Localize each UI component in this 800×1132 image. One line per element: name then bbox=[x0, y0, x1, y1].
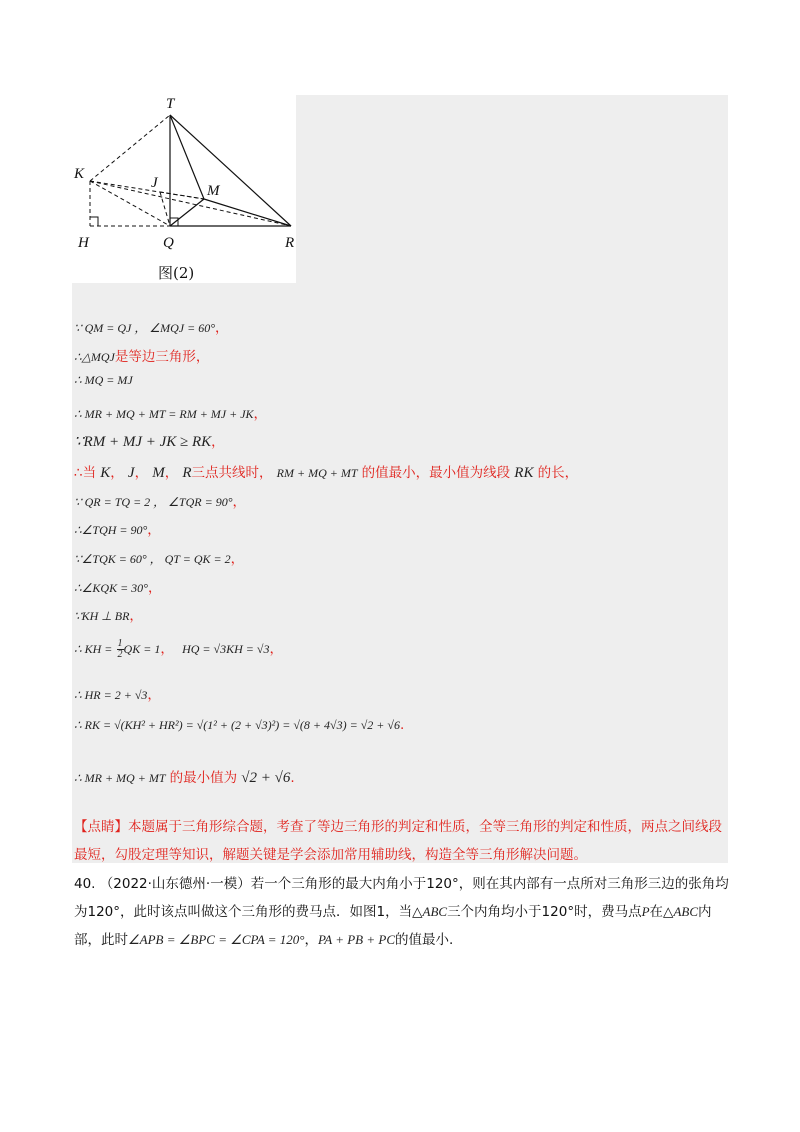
solution-line-2 bbox=[74, 345, 209, 365]
dash-KQ bbox=[90, 181, 170, 226]
punct: ， bbox=[147, 687, 161, 703]
text: 内部，此时 bbox=[74, 904, 712, 948]
solution-line-8 bbox=[74, 518, 161, 538]
solution-line-3 bbox=[74, 373, 133, 388]
math: ∴ MR + MQ + MT bbox=[74, 771, 166, 785]
math: ∴△MQJ bbox=[74, 350, 115, 364]
key-point-note: 【点睛】本题属于三角形综合题，考查了等边三角形的判定和性质，全等三角形的判定和性质，两点之间线段最短，勾股定理等知识，解题关键是学会添加常用辅助线，构造全等三角形解决问题。 bbox=[74, 819, 722, 863]
label-Q: Q bbox=[163, 235, 174, 251]
label-H: H bbox=[78, 235, 89, 251]
math: ∴ MR + MQ + MT = RM + MJ + JK bbox=[74, 407, 254, 421]
solution-line-14 bbox=[74, 717, 404, 733]
solution-line-6 bbox=[74, 461, 578, 482]
math: ∴ KH = bbox=[74, 642, 113, 656]
denominator: 2 bbox=[117, 649, 123, 660]
punct: ， bbox=[211, 434, 225, 450]
punct: ， bbox=[215, 320, 229, 336]
punct: ， bbox=[160, 641, 174, 657]
question-40 bbox=[74, 870, 734, 954]
numerator: 1 bbox=[117, 638, 123, 649]
math: QK = 1 bbox=[123, 642, 161, 656]
edge-MR bbox=[204, 199, 291, 226]
punct: ， bbox=[147, 580, 162, 596]
solution-line-1 bbox=[74, 316, 229, 336]
math: ABC bbox=[422, 904, 448, 919]
punct: ， bbox=[253, 406, 268, 422]
punct: ， bbox=[129, 608, 143, 624]
text: 的长， bbox=[537, 465, 579, 481]
text: 的最小值为 bbox=[169, 770, 238, 786]
solution-line-9 bbox=[74, 547, 244, 567]
math: K bbox=[100, 465, 111, 481]
solution-line-12 bbox=[74, 637, 283, 660]
text: 是等边三角形， bbox=[114, 349, 210, 365]
math: ∵ QM = QJ ， ∠MQJ = 60° bbox=[74, 321, 216, 335]
solution-line-7 bbox=[74, 490, 246, 510]
punct: ， bbox=[304, 932, 318, 948]
math: ∵∠TQK = 60° ， QT = QK = 2 bbox=[74, 552, 231, 566]
punct: ， bbox=[230, 551, 245, 567]
solution-line-15 bbox=[74, 766, 295, 787]
math: ABC bbox=[673, 904, 698, 919]
math: √2 + √6 bbox=[241, 770, 291, 786]
punct: ， bbox=[110, 465, 124, 481]
math: R bbox=[182, 465, 192, 481]
text: 的值最小，最小值为线段 bbox=[361, 465, 511, 481]
edge-TR bbox=[170, 115, 291, 226]
label-J: J bbox=[151, 175, 158, 191]
dash-KM bbox=[90, 181, 204, 199]
text: 若一个三角形的最大内角小于120°，则在其内部有一点所对三角形三边的张角均为120°，此时该点叫做这个三角形的费马点．如图1，当△ bbox=[74, 876, 729, 920]
right-angle-H bbox=[90, 217, 98, 226]
math: ∴ RK = √(KH² + HR²) = √(1² + (2 + √3)²) = √(8 + 4√3) = √2 + √6 bbox=[74, 718, 400, 732]
punct: ， bbox=[269, 641, 283, 657]
fraction-one-half bbox=[117, 639, 124, 660]
label-T: T bbox=[166, 96, 175, 112]
math: J bbox=[127, 465, 135, 481]
punct: ， bbox=[147, 522, 161, 538]
math: ∵ QR = TQ = 2 ， ∠TQR = 90° bbox=[74, 495, 233, 509]
math: P bbox=[641, 904, 650, 919]
math: ∠APB = ∠BPC = ∠CPA = 120° bbox=[128, 932, 305, 947]
dash-KR bbox=[90, 181, 291, 226]
punct: ， bbox=[164, 465, 179, 481]
math: RK bbox=[514, 465, 534, 481]
label-R: R bbox=[285, 235, 295, 251]
figure-caption: 图(2) bbox=[158, 264, 195, 282]
math: HQ = √3KH = √3 bbox=[182, 642, 270, 656]
math: M bbox=[152, 465, 165, 481]
punct: . bbox=[399, 717, 405, 733]
punct: ， bbox=[232, 494, 246, 510]
punct: . bbox=[290, 770, 295, 786]
label-M: M bbox=[207, 183, 220, 199]
question-source: （2022·山东德州·一模） bbox=[99, 876, 251, 892]
text: 三点共线时， bbox=[191, 465, 273, 481]
math: ∴∠KQK = 30° bbox=[74, 581, 148, 595]
solution-line-13 bbox=[74, 683, 161, 703]
math: ∴ MQ = MJ bbox=[74, 373, 133, 387]
label-K: K bbox=[74, 166, 85, 182]
text: 在△ bbox=[649, 904, 674, 920]
edge-TM bbox=[170, 115, 204, 199]
question-number: 40. bbox=[74, 876, 96, 892]
text: ∴当 bbox=[74, 465, 97, 481]
math: ∵KH ⊥ BR bbox=[74, 609, 130, 623]
solution-line-5 bbox=[74, 430, 225, 451]
math: ∵RM + MJ + JK ≥ RK bbox=[74, 434, 212, 450]
math: PA + PB + PC bbox=[318, 932, 396, 947]
solution-line-11 bbox=[74, 604, 143, 624]
text: 的值最小. bbox=[395, 932, 454, 948]
text: 三个内角均小于120°时，费马点 bbox=[447, 904, 642, 920]
solution-line-4 bbox=[74, 402, 267, 422]
math: RM + MQ + MT bbox=[276, 466, 358, 480]
math: ∴∠TQH = 90° bbox=[74, 523, 148, 537]
math: ∴ HR = 2 + √3 bbox=[74, 688, 148, 702]
punct: ， bbox=[134, 465, 149, 481]
solution-line-10 bbox=[74, 576, 161, 596]
geometry-figure-2 bbox=[72, 95, 296, 265]
dash-KT bbox=[90, 115, 170, 181]
